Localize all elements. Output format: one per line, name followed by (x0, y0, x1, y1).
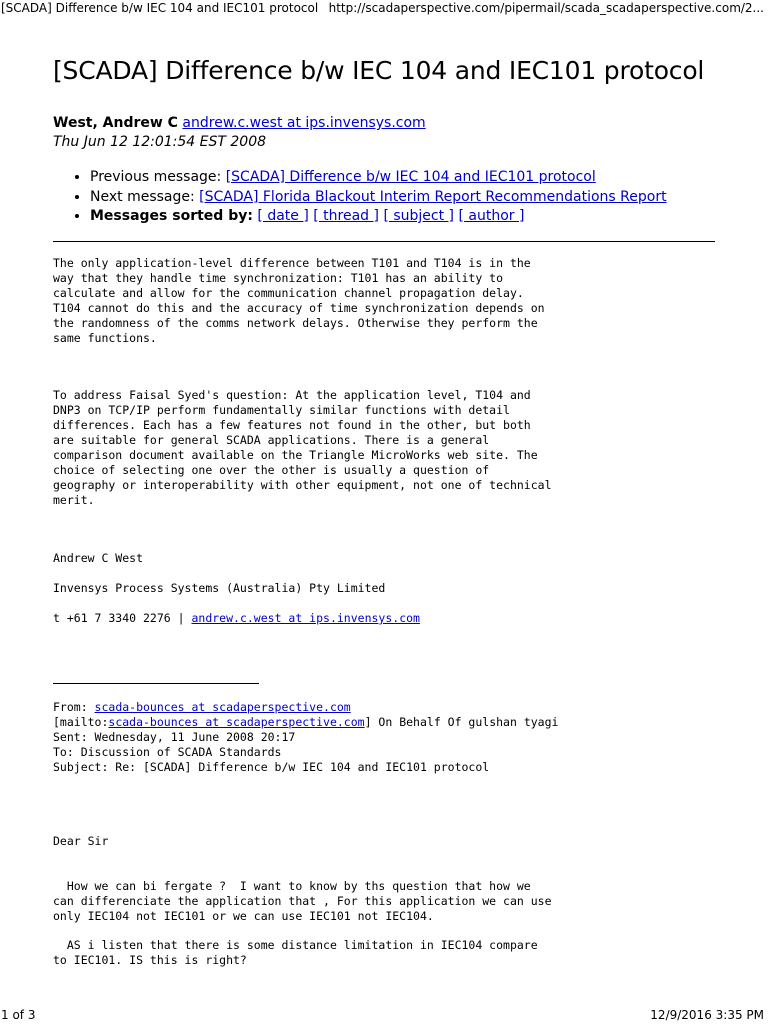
page-number: 1 of 3 (1, 1008, 36, 1022)
nav-previous (90, 168, 667, 188)
print-header-url: http://scadaperspective.com/pipermail/scada_scadaperspective.com/2... (328, 1, 764, 15)
signature-contact (53, 611, 420, 626)
to-line: To: Discussion of SCADA Standards (53, 745, 282, 759)
quoted-header (53, 700, 558, 775)
signature-phone: t +61 7 3340 2276 | (53, 611, 192, 625)
signature-company: Invensys Process Systems (Australia) Pty Limited (53, 581, 386, 595)
question-paragraph-2: AS i listen that there is some distance limitation in IEC104 compare to IEC101. IS this is right? (53, 938, 538, 967)
nav-next-label: Next message: (90, 188, 195, 205)
nav-sorted-label: Messages sorted by: (90, 208, 253, 224)
sort-by-thread-link[interactable]: [ thread ] (313, 208, 379, 224)
quote-divider (53, 683, 259, 684)
nav-previous-label: Previous message: (90, 169, 222, 185)
author-email-link[interactable]: andrew.c.west at ips.invensys.com (182, 115, 426, 131)
sort-by-date-link[interactable]: [ date ] (257, 208, 309, 224)
sort-by-author-link[interactable]: [ author ] (458, 208, 525, 224)
header-divider (53, 241, 715, 242)
signature-name: Andrew C West (53, 551, 144, 565)
page-title: [SCADA] Difference b/w IEC 104 and IEC101 protocol (53, 56, 705, 85)
nav-sorted (90, 207, 667, 227)
next-message-link[interactable]: [SCADA] Florida Blackout Interim Report Recommendations Report (199, 188, 667, 205)
mailto-suffix: ] On Behalf Of gulshan tyagi (364, 715, 559, 729)
nav-next (90, 188, 667, 208)
from-label: From: (53, 700, 95, 714)
print-datetime: 12/9/2016 3:35 PM (650, 1008, 764, 1022)
from-email-link[interactable]: scada-bounces at scadaperspective.com (94, 700, 351, 714)
subject-line: Subject: Re: [SCADA] Difference b/w IEC 104 and IEC101 protocol (53, 760, 490, 774)
question-paragraph-1: How we can bi fergate ? I want to know by ths question that how we can differenciate the application that , For this application we can use only IEC104 not IEC101 or we can use IEC101 not IEC104. (53, 879, 552, 923)
body-paragraph-2: To address Faisal Syed's question: At the application level, T104 and DNP3 on TCP/IP perform fundamentally similar functions with detail differences. Each has a few features not found in the other, but both are suitable for general SCADA applications. There is a general comparison document available on the Triangle MicroWorks web site. The choice of selecting one over the other is usually a question of geography or interoperability with other equipment, not one of technical merit. (53, 388, 552, 507)
message-date: Thu Jun 12 12:01:54 EST 2008 (53, 134, 267, 150)
author-line (53, 115, 426, 131)
body-paragraph-1: The only application-level difference between T101 and T104 is in the way that they handle time synchronization: T101 has an ability to calculate and allow for the communication channel propagation delay. T104 cannot do this and the accuracy of time synchronization depends on the randomness of the comms network delays. Otherwise they perform the same functions. (53, 256, 545, 345)
previous-message-link[interactable]: [SCADA] Difference b/w IEC 104 and IEC101 protocol (225, 169, 596, 185)
sent-line: Sent: Wednesday, 11 June 2008 20:17 (53, 730, 296, 744)
signature-email-link[interactable]: andrew.c.west at ips.invensys.com (191, 611, 420, 625)
author-name: West, Andrew C (53, 115, 178, 131)
mailto-email-link[interactable]: scada-bounces at scadaperspective.com (108, 715, 365, 729)
mailto-prefix: [mailto: (53, 715, 109, 729)
print-header-title: [SCADA] Difference b/w IEC 104 and IEC101 protocol (1, 1, 319, 15)
message-navigation (72, 168, 667, 227)
sort-by-subject-link[interactable]: [ subject ] (383, 208, 455, 224)
greeting: Dear Sir (53, 834, 109, 848)
